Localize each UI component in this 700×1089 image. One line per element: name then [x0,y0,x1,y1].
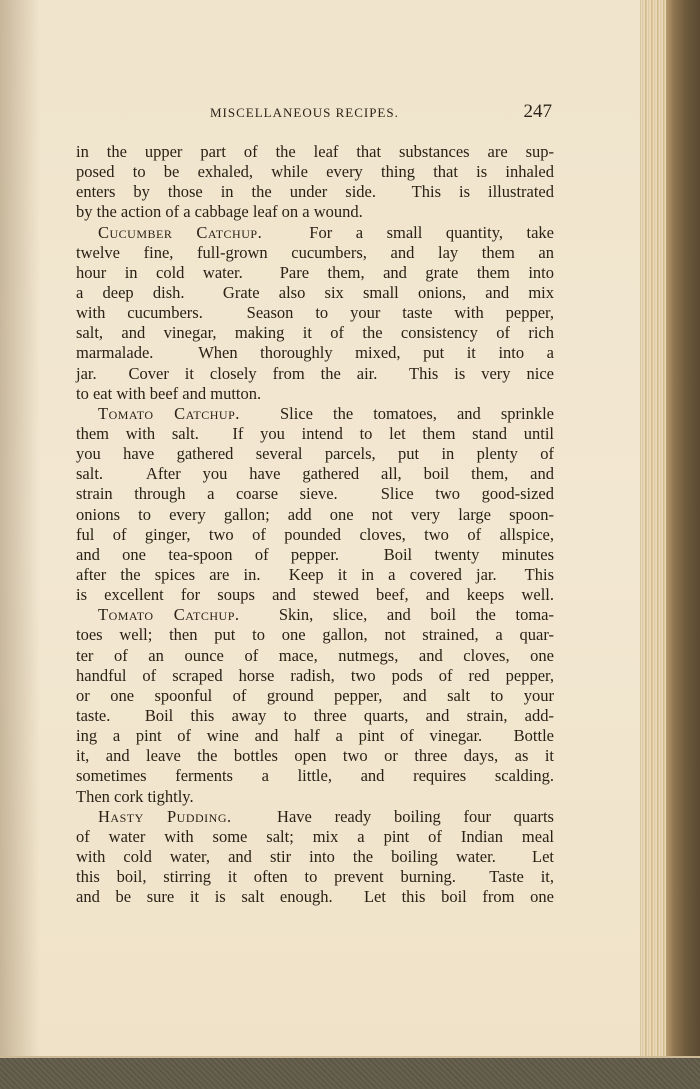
line-text: enters by those in the under side. This is illustrated [76,182,554,202]
recipe-title: Tomato Catchup. [98,403,240,423]
text-line [76,263,554,283]
line-text: in the upper part of the leaf that substances are sup- [76,142,554,161]
text-line [76,867,554,887]
recipe-title: Hasty Pudding. [98,806,232,826]
text-line [76,545,554,565]
recipe-heading-line [76,605,554,625]
line-text: posed to be exhaled, while every thing that is inhaled [76,162,554,182]
line-text: with cold water, and stir into the boiling water. Let [76,846,554,866]
line-text: or one spoonful of ground pepper, and salt to your [76,685,554,705]
text-line [76,424,554,444]
text-line [76,364,554,384]
line-text: you have gathered several parcels, put in plenty of [76,444,554,464]
line-text: to eat with beef and mutton. [76,383,262,403]
text-line [76,847,554,867]
line-text: of water with some salt; mix a pint of Indian meal [76,826,554,846]
text-line [76,484,554,504]
line-text: strain through a coarse sieve. Slice two good-sized [76,484,554,504]
line-text: ful of ginger, two of pounded cloves, two of allspice, [76,524,554,544]
line-text: salt. After you have gathered all, boil them, and [76,464,554,484]
line-text: Skin, slice, and boil the toma- [239,605,554,625]
text-line [76,646,554,666]
text-line [76,202,554,222]
recipe-heading-line [76,223,554,243]
line-text: For a small quantity, take [262,222,555,242]
line-text: jar. Cover it closely from the air. This is very nice [76,363,554,383]
running-head [76,101,554,125]
text-line [76,384,554,404]
recipe-heading-line [76,404,554,424]
text-line [76,686,554,706]
line-text: Slice the tomatoes, and sprinkle [239,403,554,423]
line-text: and one tea-spoon of pepper. Boil twenty minutes [76,544,554,564]
recipe-title: Tomato Catchup. [98,605,240,625]
running-title: MISCELLANEOUS RECIPES. [210,105,399,120]
line-text: sometimes ferments a little, and requires scalding. [76,766,554,786]
gutter-shadow [0,0,40,1060]
line-text: Then cork tightly. [76,786,194,806]
text-line [76,706,554,726]
text-line [76,525,554,545]
line-text: Have ready boiling four quarts [231,806,554,826]
text-line [76,565,554,585]
text-line [76,182,554,202]
line-text: salt, and vinegar, making it of the consistency of rich [76,323,554,343]
line-text: this boil, stirring it often to prevent burning. Taste it, [76,867,554,887]
recipe-heading-line [76,807,554,827]
text-line [76,625,554,645]
text-line [76,585,554,605]
text-line [76,243,554,263]
line-text: it, and leave the bottles open two or three days, as it [76,746,554,766]
text-line [76,666,554,686]
line-text: ing a pint of wine and half a pint of vinegar. Bottle [76,726,554,746]
text-line [76,766,554,786]
body-text [76,142,554,907]
book-cloth-binding [0,1056,700,1089]
text-line [76,142,554,162]
line-text: with cucumbers. Season to your taste with pepper, [76,303,554,323]
text-line [76,746,554,766]
page-edges [640,0,669,1060]
text-line [76,887,554,907]
line-text: toes well; then put to one gallon, not strained, a quar- [76,625,554,645]
line-text: onions to every gallon; add one not very large spoon- [76,504,554,524]
text-line [76,827,554,847]
line-text: them with salt. If you intend to let them stand until [76,423,554,443]
line-text: marmalade. When thoroughly mixed, put it into a [76,343,554,363]
text-line [76,505,554,525]
text-line [76,162,554,182]
text-line [76,726,554,746]
page-number: 247 [523,101,552,122]
line-text: is excellent for soups and stewed beef, and keeps well. [76,585,554,605]
recipe-title: Cucumber Catchup. [98,222,263,242]
line-text: twelve fine, full-grown cucumbers, and lay them an [76,242,554,262]
line-text: and be sure it is salt enough. Let this boil from one [76,887,554,907]
text-line [76,444,554,464]
text-line [76,283,554,303]
text-line [76,787,554,807]
line-text: by the action of a cabbage leaf on a wound. [76,202,363,222]
line-text: handful of scraped horse radish, two pods of red pepper, [76,665,554,685]
line-text: taste. Boil this away to three quarts, and strain, add- [76,705,554,725]
line-text: hour in cold water. Pare them, and grate them into [76,262,554,282]
book-cover-edge [666,0,700,1089]
text-line [76,323,554,343]
text-line [76,464,554,484]
line-text: a deep dish. Grate also six small onions, and mix [76,282,554,302]
text-line [76,343,554,363]
line-text: ter of an ounce of mace, nutmegs, and cloves, one [76,645,554,665]
text-line [76,303,554,323]
line-text: after the spices are in. Keep it in a covered jar. This [76,564,554,584]
